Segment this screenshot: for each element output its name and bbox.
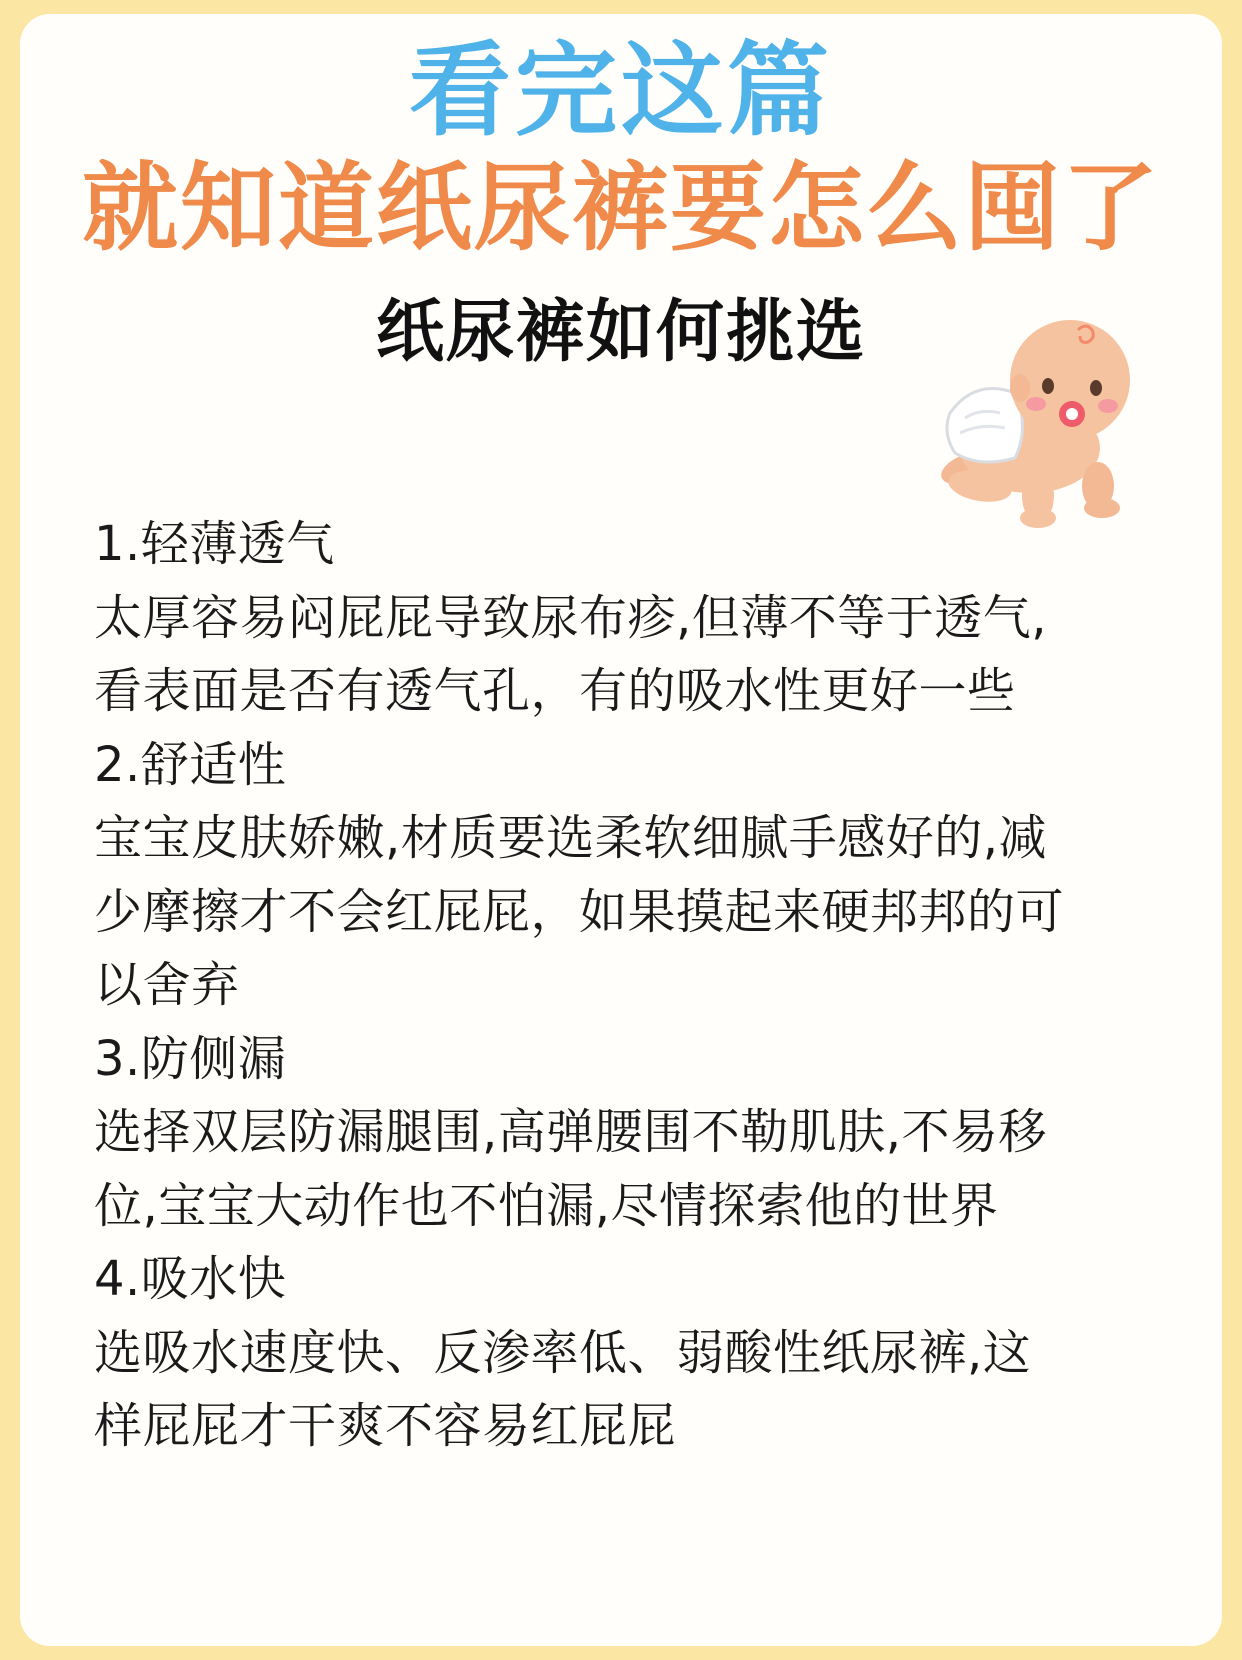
crawling-baby-illustration — [920, 318, 1160, 538]
section-text-line: 太厚容易闷屁屁导致尿布疹,但薄不等于透气, — [94, 589, 1048, 646]
section-heading: 4.吸水快 — [94, 1251, 287, 1307]
section-heading: 2.舒适性 — [94, 736, 287, 793]
section-heading: 1.轻薄透气 — [94, 516, 335, 572]
section-3 — [94, 1023, 1174, 1244]
section-text-line: 位,宝宝大动作也不怕漏,尽情探索他的世界 — [94, 1177, 999, 1234]
section-text-line: 选择双层防漏腿围,高弹腰围不勒肌肤,不易移 — [94, 1104, 1048, 1160]
section-text-line: 宝宝皮肤娇嫩,材质要选柔软细腻手感好的,减 — [94, 810, 1048, 866]
title-line-1: 看完这篇 — [409, 32, 833, 151]
section-4 — [94, 1243, 1174, 1464]
article-body — [94, 508, 1174, 1464]
section-text-line: 少摩擦才不会红屁屁，如果摸起来硬邦邦的可 — [94, 883, 1065, 940]
section-1 — [94, 508, 1174, 729]
section-text-line: 以舍弃 — [94, 957, 240, 1013]
subtitle: 纸尿裤如何挑选 — [375, 293, 866, 372]
section-text-line: 样屁屁才干爽不容易红屁屁 — [94, 1398, 677, 1454]
section-text-line: 看表面是否有透气孔，有的吸水性更好一些 — [94, 663, 1016, 719]
section-text-line: 选吸水速度快、反渗率低、弱酸性纸尿裤,这 — [94, 1324, 1032, 1381]
section-2 — [94, 729, 1174, 1023]
title-line-2: 就知道纸尿裤要怎么囤了 — [82, 152, 1160, 264]
section-heading: 3.防侧漏 — [94, 1030, 287, 1087]
